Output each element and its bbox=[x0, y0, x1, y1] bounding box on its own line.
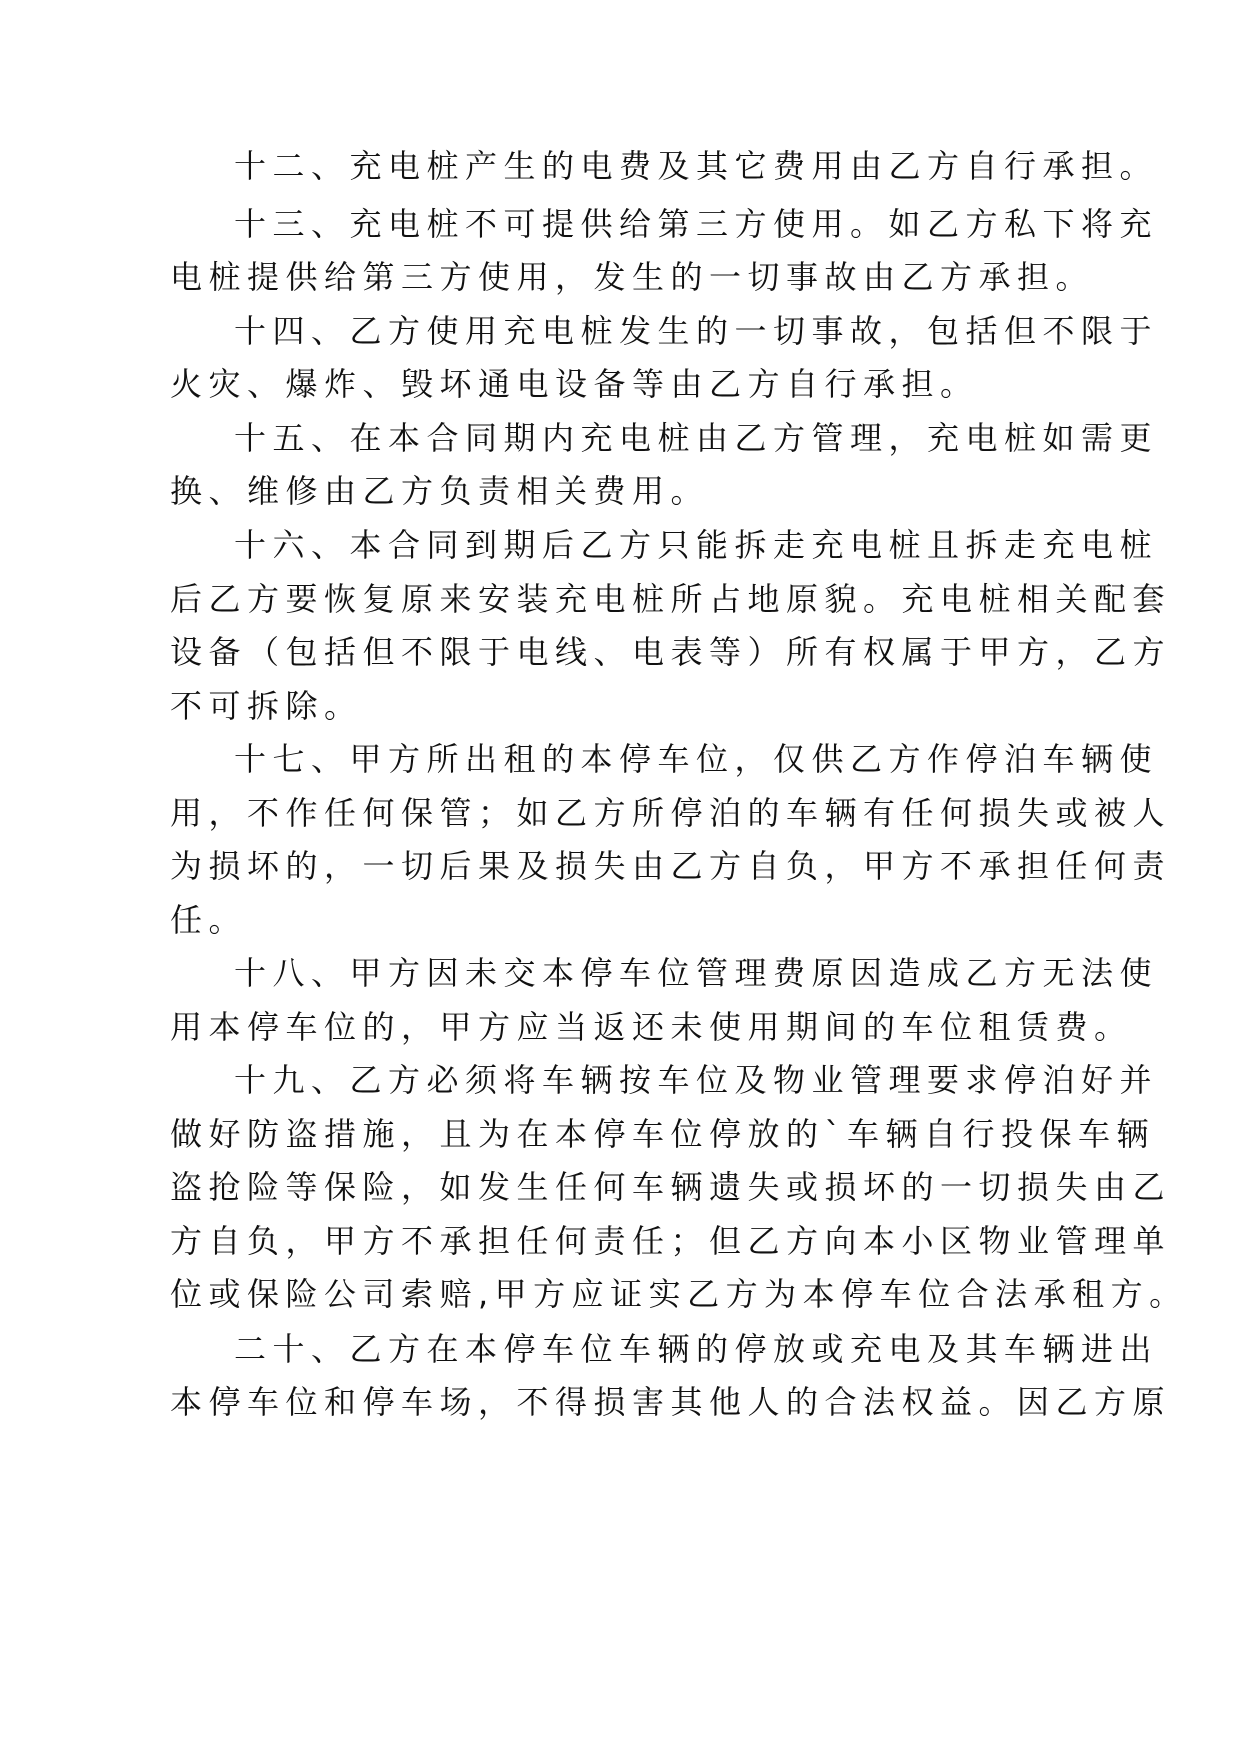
text-line: 后乙方要恢复原来安装充电桩所占地原貌。充电桩相关配套 bbox=[170, 580, 1172, 618]
text-line: 设备（包括但不限于电线、电表等）所有权属于甲方，乙方 bbox=[170, 633, 1172, 671]
text-line: 电桩提供给第三方使用，发生的一切事故由乙方承担。 bbox=[170, 258, 1095, 296]
text-line: 本停车位和停车场，不得损害其他人的合法权益。因乙方原 bbox=[170, 1383, 1172, 1421]
text-line: 十八、甲方因未交本停车位管理费原因造成乙方无法使 bbox=[234, 954, 1159, 992]
text-line: 不可拆除。 bbox=[170, 687, 363, 725]
text-line: 用，不作任何保管；如乙方所停泊的车辆有任何损失或被人 bbox=[170, 794, 1172, 832]
text-line: 火灾、爆炸、毁坏通电设备等由乙方自行承担。 bbox=[170, 365, 979, 403]
text-line: 盗抢险等保险，如发生任何车辆遗失或损坏的一切损失由乙 bbox=[170, 1168, 1172, 1206]
text-line: 为损坏的，一切后果及损失由乙方自负，甲方不承担任何责 bbox=[170, 847, 1172, 885]
text-line: 十六、本合同到期后乙方只能拆走充电桩且拆走充电桩 bbox=[234, 526, 1159, 564]
text-line: 十三、充电桩不可提供给第三方使用。如乙方私下将充 bbox=[234, 205, 1159, 243]
text-line: 十七、甲方所出租的本停车位，仅供乙方作停泊车辆使 bbox=[234, 740, 1159, 778]
text-line: 十四、乙方使用充电桩发生的一切事故，包括但不限于 bbox=[234, 312, 1159, 350]
text-line: 十五、在本合同期内充电桩由乙方管理，充电桩如需更 bbox=[234, 419, 1159, 457]
text-line: 方自负，甲方不承担任何责任；但乙方向本小区物业管理单 bbox=[170, 1222, 1172, 1260]
text-line: 用本停车位的，甲方应当返还未使用期间的车位租赁费。 bbox=[170, 1008, 1133, 1046]
text-line: 二十、乙方在本停车位车辆的停放或充电及其车辆进出 bbox=[234, 1330, 1159, 1368]
text-line: 做好防盗措施，且为在本停车位停放的`车辆自行投保车辆 bbox=[170, 1115, 1156, 1153]
text-line: 任。 bbox=[170, 901, 248, 939]
text-line: 十九、乙方必须将车辆按车位及物业管理要求停泊好并 bbox=[234, 1061, 1159, 1099]
text-line: 位或保险公司索赔,甲方应证实乙方为本停车位合法承租方。 bbox=[170, 1275, 1188, 1313]
text-line: 十二、充电桩产生的电费及其它费用由乙方自行承担。 bbox=[234, 147, 1159, 185]
text-line: 换、维修由乙方负责相关费用。 bbox=[170, 472, 710, 510]
